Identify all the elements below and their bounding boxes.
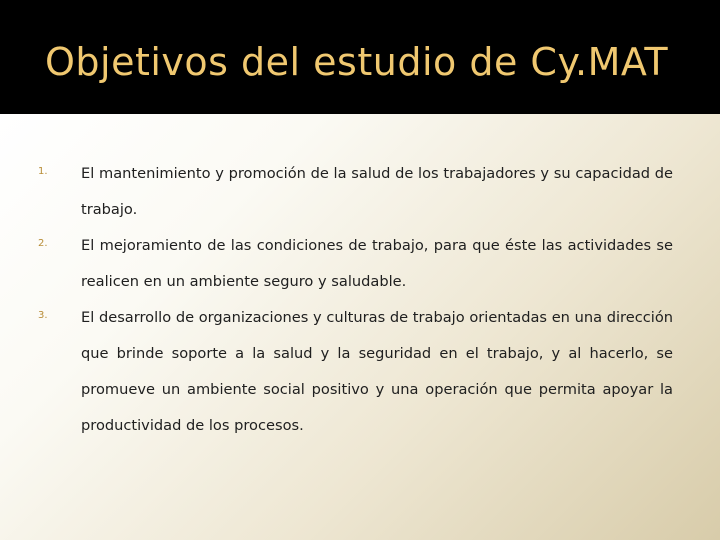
slide-title: Objetivos del estudio de Cy.MAT <box>45 40 669 84</box>
list-number: 3. <box>38 310 48 321</box>
list-item-text: El mantenimiento y promoción de la salud de los trabajadores y su capacidad de trabajo. <box>81 165 673 218</box>
list-number: 2. <box>38 238 48 249</box>
slide-content <box>0 114 720 540</box>
list-item-text: El mejoramiento de las condiciones de trabajo, para que éste las actividades se realicen en un ambiente seguro y saludable. <box>81 237 673 290</box>
list-number: 1. <box>38 166 48 177</box>
list-item-text: El desarrollo de organizaciones y culturas de trabajo orientadas en una dirección que brinde soporte a la salud y la seguridad en el trabajo, y al hacerlo, se promueve un ambiente social positivo y una operación que permita apoyar la productividad de los procesos. <box>81 309 673 434</box>
slide-header <box>0 0 720 114</box>
